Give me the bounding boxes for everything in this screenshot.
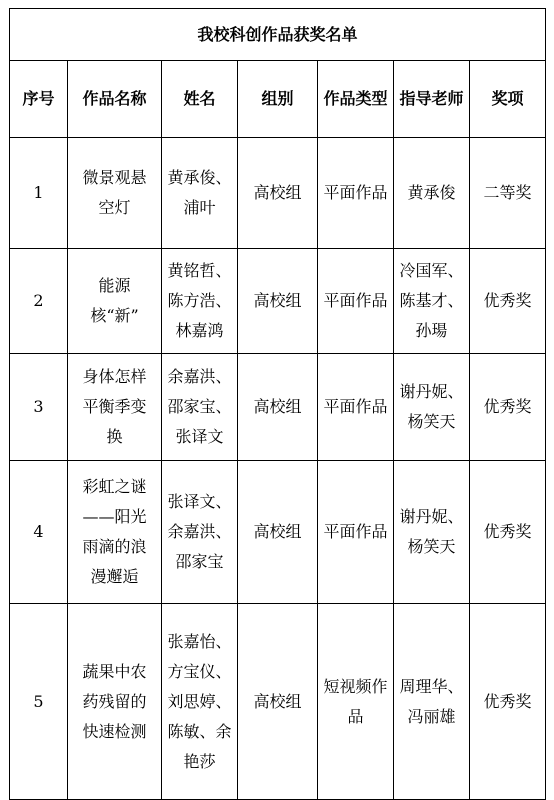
table-row	[10, 138, 546, 249]
cell-award: 二等奖	[470, 138, 546, 249]
cell-teacher	[394, 354, 470, 461]
table-row	[10, 604, 546, 800]
cell-type-text: 平面作品	[323, 183, 388, 202]
cell-people-text: 张译文、余嘉洪、邵家宝	[167, 492, 232, 571]
cell-name	[68, 604, 162, 800]
cell-award: 优秀奖	[470, 354, 546, 461]
cell-teacher-text: 黄承俊	[407, 183, 456, 202]
cell-group: 高校组	[238, 604, 318, 800]
cell-no: 3	[10, 354, 68, 461]
cell-type-text: 短视频作品	[323, 676, 388, 726]
cell-name	[68, 354, 162, 461]
cell-people-text: 余嘉洪、邵家宝、张译文	[167, 367, 232, 446]
title-row	[10, 9, 546, 61]
cell-type-text: 平面作品	[323, 397, 388, 416]
award-table	[9, 8, 546, 800]
cell-people-text: 黄铭哲、陈方浩、林嘉鸿	[167, 261, 232, 340]
table-row	[10, 461, 546, 604]
cell-teacher-text: 谢丹妮、杨笑天	[399, 382, 464, 431]
header-no: 序号	[10, 61, 68, 138]
cell-type	[318, 138, 394, 249]
cell-group: 高校组	[238, 249, 318, 354]
table-row	[10, 354, 546, 461]
cell-teacher	[394, 461, 470, 604]
cell-type-text: 平面作品	[323, 291, 388, 310]
cell-type	[318, 354, 394, 461]
cell-people	[162, 354, 238, 461]
cell-people-text: 张嘉怡、方宝仪、刘思婷、陈敏、余艳莎	[167, 631, 232, 771]
cell-teacher	[394, 604, 470, 800]
cell-name-text: 彩虹之谜——阳光雨滴的浪漫邂逅	[82, 477, 147, 586]
cell-teacher-text: 周理华、冯丽雄	[399, 676, 464, 726]
cell-type	[318, 604, 394, 800]
cell-award: 优秀奖	[470, 461, 546, 604]
cell-award: 优秀奖	[470, 249, 546, 354]
table-row	[10, 249, 546, 354]
cell-group: 高校组	[238, 461, 318, 604]
cell-teacher	[394, 249, 470, 354]
table-title: 我校科创作品获奖名单	[10, 9, 546, 61]
cell-award: 优秀奖	[470, 604, 546, 800]
cell-people	[162, 249, 238, 354]
cell-name-text: 蔬果中农药残留的快速检测	[82, 661, 147, 741]
cell-group: 高校组	[238, 354, 318, 461]
header-type	[318, 61, 394, 138]
cell-people-text: 黄承俊、浦叶	[167, 168, 232, 217]
header-group: 组别	[238, 61, 318, 138]
cell-teacher-text: 谢丹妮、杨笑天	[399, 507, 464, 556]
header-row	[10, 61, 546, 138]
cell-name	[68, 461, 162, 604]
cell-people	[162, 138, 238, 249]
cell-name	[68, 138, 162, 249]
header-name: 作品名称	[68, 61, 162, 138]
header-teacher-text: 指导老师	[399, 89, 464, 108]
cell-people	[162, 461, 238, 604]
cell-name-text: 能源核“新”	[90, 276, 139, 325]
cell-name	[68, 249, 162, 354]
header-people: 姓名	[162, 61, 238, 138]
cell-teacher-text: 冷国军、陈基才、孙瑒	[399, 261, 464, 340]
cell-name-text: 身体怎样平衡季变换	[82, 367, 147, 446]
cell-no: 4	[10, 461, 68, 604]
cell-no: 2	[10, 249, 68, 354]
cell-type	[318, 461, 394, 604]
cell-people	[162, 604, 238, 800]
cell-no: 5	[10, 604, 68, 800]
cell-type	[318, 249, 394, 354]
cell-teacher	[394, 138, 470, 249]
cell-name-text: 微景观悬空灯	[82, 168, 147, 217]
cell-type-text: 平面作品	[323, 522, 388, 541]
cell-no: 1	[10, 138, 68, 249]
cell-group: 高校组	[238, 138, 318, 249]
header-type-text: 作品类型	[323, 89, 388, 108]
header-award: 奖项	[470, 61, 546, 138]
header-teacher	[394, 61, 470, 138]
